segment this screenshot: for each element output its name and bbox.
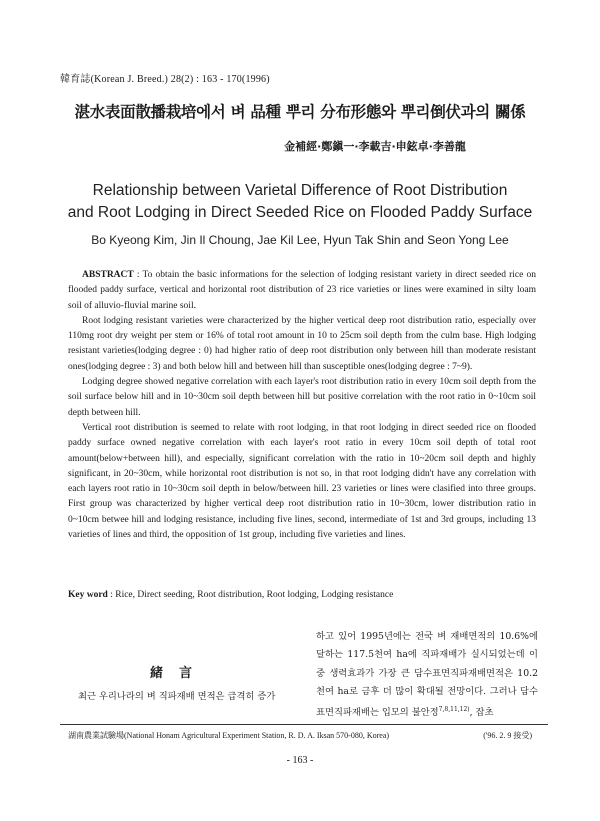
footnote-divider [60, 724, 548, 725]
abstract-paragraph-4: Vertical root distribution is seemed to relate with root lodging, in that root lodging in direct seeded rice on flooded paddy surface owned negative correlation with each layer's root ratio in every 10cm soil depth of total root amount(below+between hill), and especially, significant correlation with the ratio in 10~20cm soil depth and highly significant, in 20~30cm, while horizontal root distribution is not so, in that root lodging didn't have any correlation with each layers root ratio in 10~30cm soil depth in below/between hill. 23 varieties or lines were clasified into three groups. First group was characterized by higher vertical deep root distribution ratio in 10~30cm, lower distribution ratio in 0~10cm betwee hill and lodging resistance, including five lines, second, intermediate of 1st and 3rd groups, including 13 varieties of lines and third, the opposition of 1st group, including five varieties and lines. [68, 422, 536, 541]
body-right-text: 하고 있어 1995년에는 전국 벼 재배면적의 10.6%에 달하는 117.5천여 ha에 직파재배가 실시되었는데 이중 생력효과가 가장 큰 담수표면직파재배면적은 10.2천여 ha로 금후 더 많이 확대될 전망이다. 그러나 담수표면직파재배는 입모의 불안정 [316, 631, 538, 719]
abstract [68, 268, 536, 543]
section-title-introduction: 緒言 [149, 666, 208, 681]
keyword-text: : Rice, Direct seeding, Root distribution, Root lodging, Lodging resistance [107, 590, 394, 600]
abstract-paragraph-3: Lodging degree showed negative correlation with each layer's root distribution ratio in every 10cm soil depth from the soil surface below hill and in 10~30cm soil depth between hill but positive correlation with the root ratio in 0~10cm soil depth between hill. [68, 377, 536, 418]
korean-authors: 金補經·鄭鎭一·李載吉·申鉉卓·李善龍 [284, 140, 466, 153]
page-number: - 163 - [286, 755, 314, 766]
abstract-paragraph-2: Root lodging resistant varieties were characterized by the higher vertical deep root distribution ratio, especially over 110mg root dry weight per stem or 16% of total root amount in 10 to 25cm soil depth from the culm base. High lodging resistant varieties(lodging degree : 0) had higher ratio of deep root distribution only between hill than moderate resistant ones(lodging degree : 3) and both below hill and between hill than susceptible ones(lodging degree : 7~9). [68, 315, 536, 372]
abstract-text-1: : To obtain the basic informations for the selection of lodging resistant variety in direct seeded rice on flooded paddy surface, vertical and horizontal root distribution of 23 rice varieties or lines were examined in silty loam soil of alluvio-fluvial marine soil. [68, 270, 536, 311]
abstract-label: ABSTRACT [82, 270, 134, 280]
korean-title: 湛水表面散播栽培에서 벼 品種 뿌리 分布形態와 뿌리倒伏과의 關係 [74, 103, 526, 121]
keywords [68, 590, 538, 600]
journal-citation: 韓育誌(Korean J. Breed.) 28(2) : 163 - 170(1996) [60, 74, 270, 85]
body-left-column: 최근 우리나라의 벼 직파재배 면적은 급격히 증가 [78, 691, 276, 702]
english-authors: Bo Kyeong Kim, Jin Il Choung, Jae Kil Lee, Hyun Tak Shin and Seon Yong Lee [91, 233, 509, 247]
body-right-text-end: , 잡초 [469, 707, 494, 719]
english-title-line-1: Relationship between Varietal Difference of Root Distribution [92, 182, 508, 199]
received-date: ('96. 2. 9 接受) [483, 731, 532, 740]
abstract-paragraph-1 [68, 268, 536, 314]
english-title-line-2: and Root Lodging in Direct Seeded Rice on Flooded Paddy Surface [67, 204, 533, 221]
affiliation-footnote: 湖南農業試驗場(National Honam Agricultural Experiment Station, R. D. A. Iksan 570-080, Korea) [68, 731, 390, 740]
body-right-column [316, 628, 538, 723]
english-title [20, 180, 580, 224]
keyword-label: Key word [68, 590, 108, 600]
reference-marks: 7,8,11,12) [438, 706, 470, 714]
